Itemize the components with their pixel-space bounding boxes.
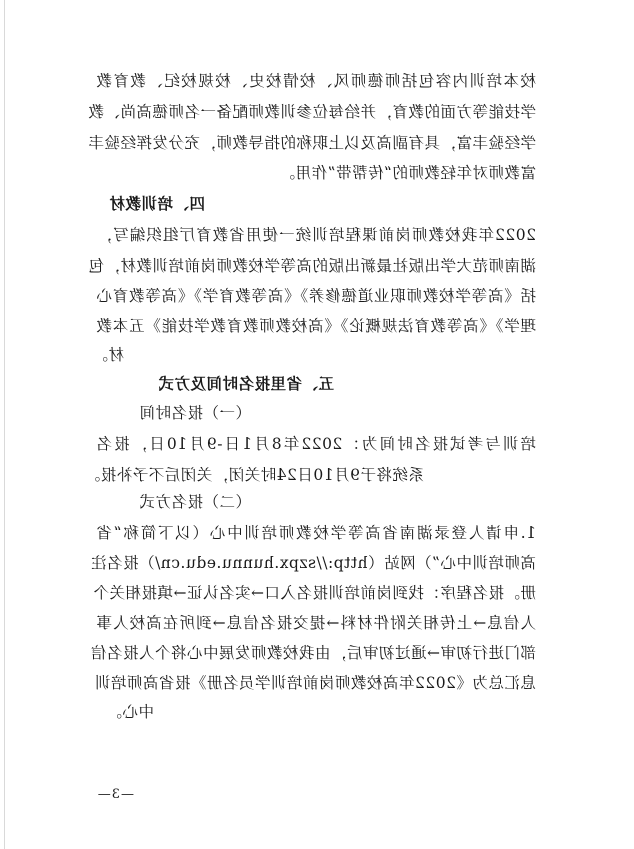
paragraph-line: 括《高等学校教师职业道德修养》《高等教育学》《高等教育心 bbox=[96, 287, 536, 305]
paragraph-line: 高师培训中心”）网站（http://szpx.hunnu.edu.cn/）报名注 bbox=[90, 554, 536, 572]
page-number: —3— bbox=[96, 787, 134, 802]
paragraph-line: 理学》《高等教育法规概论》《高校教师教育教学技能》五本教 bbox=[96, 317, 536, 335]
paragraph-line: 2022年我校教师岗前课程培训统一使用省教育厅组织编写， bbox=[96, 226, 536, 244]
subsection-heading: （二）报名方式 bbox=[138, 493, 251, 511]
section-heading: 五、省里报名时间及方式 bbox=[157, 375, 334, 393]
paragraph-line: 册。报名程序：找到岗前培训报名入口→实名认证→填报相关个 bbox=[93, 584, 536, 602]
paragraph-line: 学经验丰富，具有副高及以上职称的指导教师，充分发挥经验丰 bbox=[87, 134, 536, 152]
paragraph-line: 人信息→上传相关附件材料→提交报名信息→到所在高校人事 bbox=[96, 614, 536, 632]
paragraph-line: 中心。 bbox=[105, 703, 154, 721]
paragraph-line: 湖南师范大学出版社最新出版的高等学校教师岗前培训教材，包 bbox=[87, 257, 536, 275]
paragraph-line: 系统将于9月10日24时关闭，关闭后不予补报。 bbox=[84, 466, 424, 484]
paragraph-line: 1.申请人登录湖南省高等学校教师培训中心（以下简称“省 bbox=[96, 524, 536, 542]
paragraph-line: 材。 bbox=[91, 346, 124, 364]
paragraph-line: 校本培训内容包括师德师风、校情校史、校规校纪、教育教 bbox=[96, 72, 536, 90]
paragraph-line: 富教师对年轻教师的“传帮带”作用。 bbox=[279, 164, 536, 182]
paragraph-line: 部门进行初审→通过初审后，由我校教师发展中心将个人报名信 bbox=[90, 644, 536, 662]
paragraph-line: 培训与考试报名时间为：2022年8月1日-9月10日，报名 bbox=[96, 435, 536, 453]
subsection-heading: （一）报名时间 bbox=[138, 404, 251, 422]
paragraph-line: 息汇总为《2022年高校教师岗前培训学员名册》报省高师培训 bbox=[94, 674, 536, 692]
paragraph-line: 学技能等方面的教育，并给每位参训教师配备一名师德高尚、教 bbox=[87, 103, 536, 121]
section-heading: 四、培训教材 bbox=[108, 195, 205, 213]
